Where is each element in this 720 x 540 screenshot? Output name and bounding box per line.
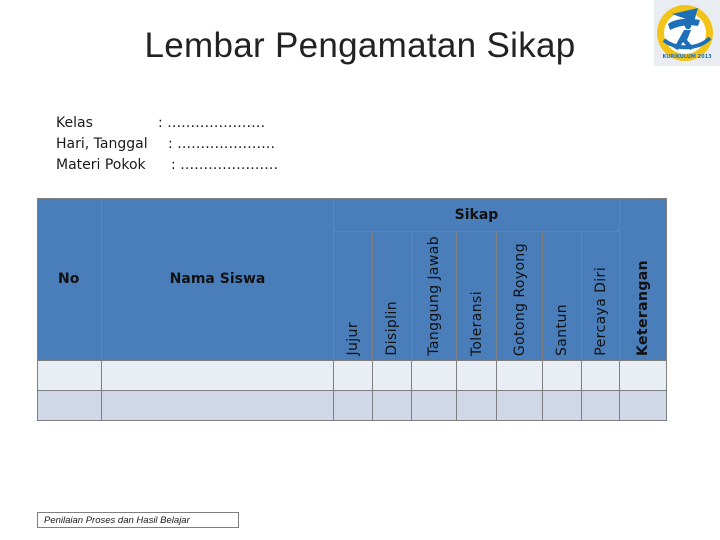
header-no: No [38,199,102,361]
table-row [38,390,667,420]
cell-percaya-diri[interactable] [582,360,620,390]
header-santun-label: Santun [554,303,570,356]
header-disiplin [373,232,412,361]
cell-no[interactable] [38,390,102,420]
header-tanggung-jawab [412,232,457,361]
header-toleransi [457,232,497,361]
cell-santun[interactable] [543,390,582,420]
page-title: Lembar Pengamatan Sikap [144,26,576,65]
kelas-value: : ………………… [158,115,266,131]
cell-gotong-royong[interactable] [497,390,543,420]
cell-keterangan[interactable] [620,360,667,390]
cell-toleransi[interactable] [457,390,497,420]
hari-tanggal-label: Hari, Tanggal [56,136,148,152]
header-tanggung-jawab-label: Tanggung Jawab [426,236,442,356]
kelas-label: Kelas [56,115,93,131]
header-sikap: Sikap [334,199,620,232]
cell-jujur[interactable] [334,360,373,390]
cell-tanggung-jawab[interactable] [412,390,457,420]
cell-toleransi[interactable] [457,360,497,390]
cell-gotong-royong[interactable] [497,360,543,390]
header-keterangan-label: Keterangan [635,259,651,356]
header-jujur-label: Jujur [345,322,361,356]
cell-disiplin[interactable] [373,390,412,420]
svg-text:KURIKULUM 2013: KURIKULUM 2013 [662,54,712,60]
table-row [38,360,667,390]
header-percaya-diri [582,232,620,361]
header-keterangan [620,199,667,361]
kurikulum-2013-logo-icon [654,0,720,66]
cell-percaya-diri[interactable] [582,390,620,420]
cell-keterangan[interactable] [620,390,667,420]
materi-pokok-label: Materi Pokok [56,157,146,173]
cell-nama[interactable] [102,360,334,390]
cell-santun[interactable] [543,360,582,390]
header-gotong-royong-label: Gotong Royong [511,242,528,356]
header-nama-siswa: Nama Siswa [102,199,334,361]
hari-tanggal-value: : ………………… [168,136,276,152]
cell-nama[interactable] [102,390,334,420]
header-toleransi-label: Toleransi [468,290,485,356]
cell-jujur[interactable] [334,390,373,420]
cell-disiplin[interactable] [373,360,412,390]
header-santun [543,232,582,361]
cell-no[interactable] [38,360,102,390]
header-jujur [334,232,373,361]
header-disiplin-label: Disiplin [384,301,400,356]
cell-tanggung-jawab[interactable] [412,360,457,390]
observation-table [37,198,667,421]
materi-pokok-value: : ………………… [171,157,279,173]
footer-label: Penilaian Proses dan Hasil Belajar [37,512,239,528]
header-gotong-royong [497,232,543,361]
header-percaya-diri-label: Percaya Diri [592,267,609,356]
